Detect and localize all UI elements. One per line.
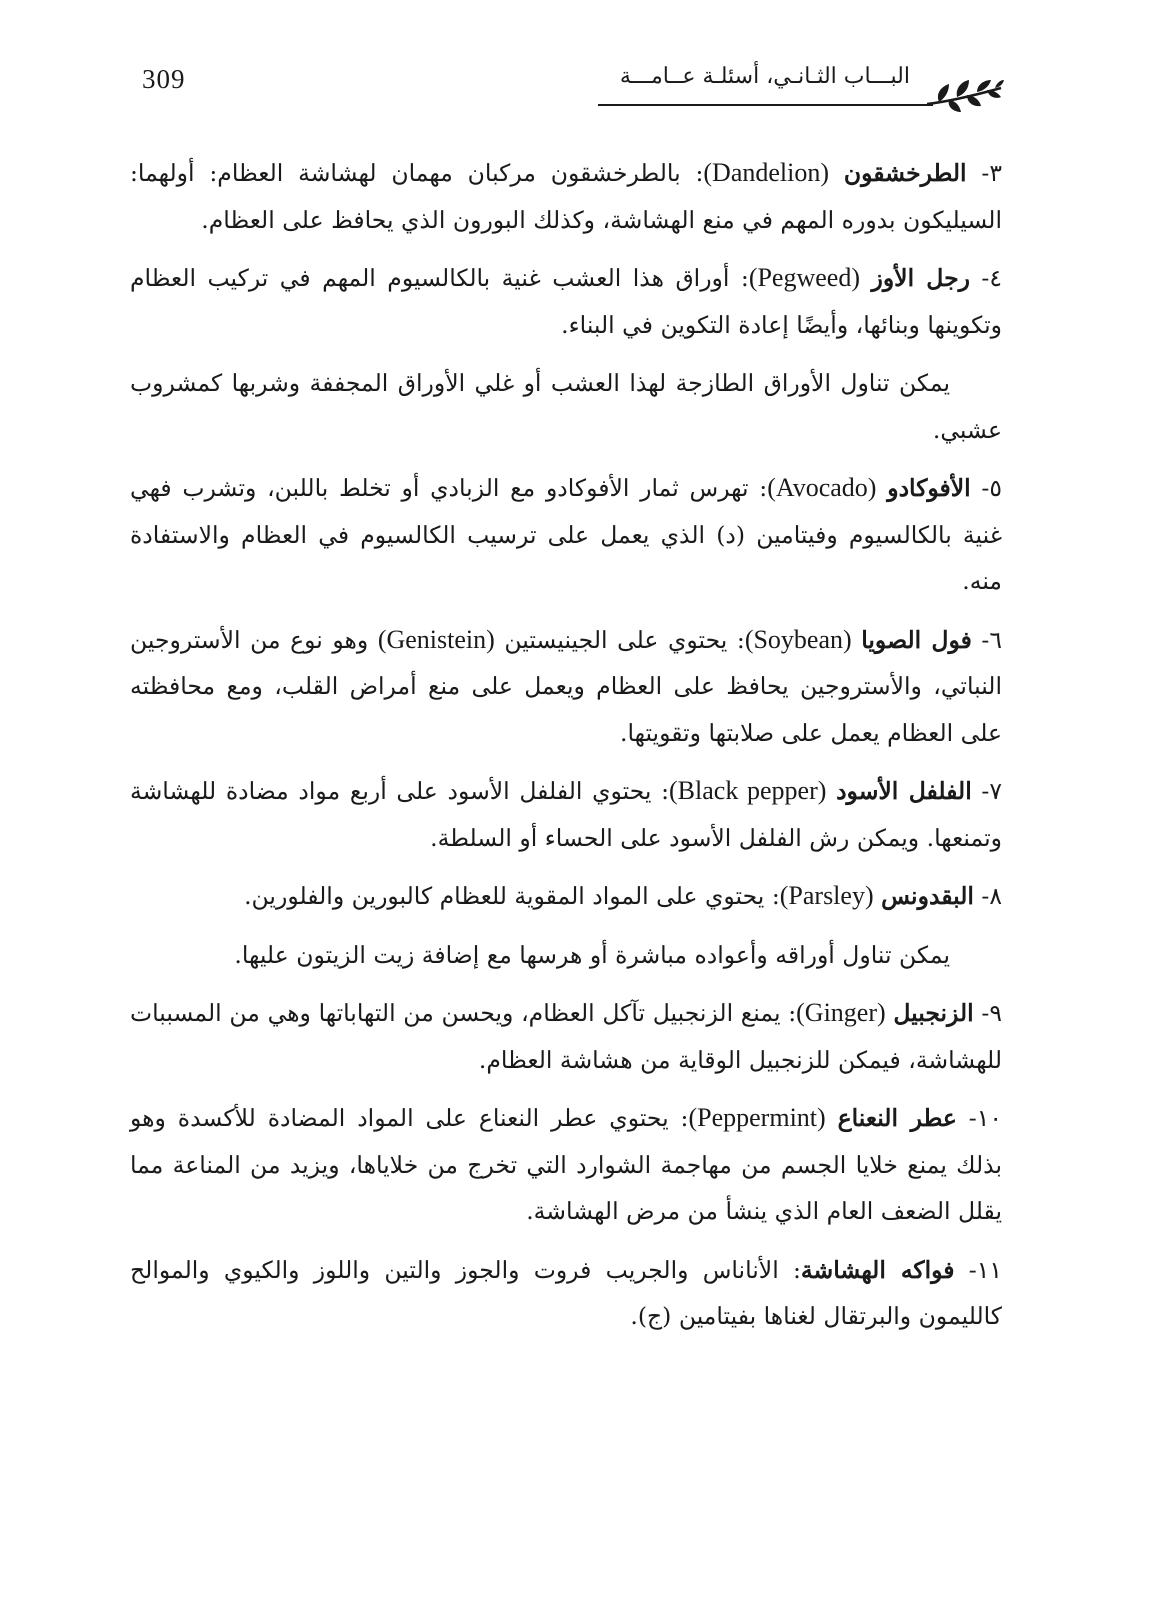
item-term: رجل الأوز: [871, 264, 970, 292]
item-term: الطرخشقون: [843, 159, 967, 187]
item-term: فواكه الهشاشة: [800, 1255, 955, 1284]
list-item: [130, 990, 1002, 1083]
page-number: 309: [142, 64, 186, 94]
item-text: : يحتوي الفلفل الأسود على أربع مواد مضادة للهشاشة وتمنعها. ويمكن رش الفلفل الأسود على الحساء أو السلطة.: [130, 777, 1002, 852]
list-item: [130, 1247, 1002, 1340]
item-term: الأفوكادو: [887, 474, 971, 502]
item-text: : يحتوي عطر النعناع على المواد المضادة للأكسدة وهو بذلك يمنع خلايا الجسم من مهاجمة الشوارد التي تخرج من خلاياها، ويزيد من المناعة مما يقلل الضعف العام الذي ينشأ من مرض الهشاشة.: [130, 1104, 1002, 1225]
item-text: : بالطرخشقون مركبان مهمان لهشاشة العظام: أولهما: السيليكون بدوره المهم في منع الهشاشة، وكذلك البورون الذي يحافظ على العظام.: [130, 159, 1002, 234]
item-text-continued: وهو نوع من الأستروجين النباتي، والأستروجين يحافظ على العظام ويعمل على منع أمراض القلب، ومع محافظته على العظام يعمل على صلابتها وتقويتها.: [130, 625, 1002, 747]
list-item: [130, 255, 1002, 348]
item-latin-name: (Avocado): [767, 473, 877, 502]
list-item: [130, 873, 1002, 920]
page-body: [130, 150, 1002, 1352]
header-rule: [598, 104, 933, 106]
item-text: : يمنع الزنجبيل تآكل العظام، ويحسن من التهاباتها وهي من المسببات للهشاشة، فيمكن للزنجبيل الوقاية من هشاشة العظام.: [130, 999, 1002, 1074]
item-number: ١١-: [954, 1255, 1002, 1284]
item-text: : الأناناس والجريب فروت والجوز والتين واللوز والكيوي والموالح كالليمون والبرتقال لغناها بفيتامين (ج).: [130, 1255, 1002, 1330]
list-item: [130, 1095, 1002, 1235]
list-item: [130, 150, 1002, 243]
item-number: ٦-: [971, 625, 1002, 654]
list-item: [130, 768, 1002, 861]
item-latin-name: (Peppermint): [688, 1103, 826, 1132]
item-number: ٧-: [971, 777, 1002, 805]
item-term: الفلفل الأسود: [836, 777, 972, 805]
item-term: البقدونس: [881, 882, 974, 910]
page-header: [130, 52, 1000, 132]
item-latin-name: (Black pepper): [669, 776, 827, 805]
item-number: ٥-: [970, 474, 1002, 502]
item-latin-name-secondary: (Genistein): [377, 624, 495, 654]
item-latin-name: (Soybean): [744, 624, 852, 654]
running-title: البـــاب الثـانـي، أسئلـة عــامـــة: [619, 64, 910, 89]
item-term: عطر النعناع: [837, 1104, 957, 1132]
item-number: ٨-: [973, 882, 1002, 910]
item-number: ٤-: [969, 264, 1002, 292]
note-paragraph: يمكن تناول الأوراق الطازجة لهذا العشب أو غلي الأوراق المجففة وشربها كمشروب عشبي.: [130, 369, 1002, 444]
item-term: فول الصويا: [861, 625, 972, 654]
item-latin-name: (Parsley): [779, 881, 874, 910]
note-paragraph: يمكن تناول أوراقه وأعواده مباشرة أو هرسها مع إضافة زيت الزيتون عليها.: [234, 940, 950, 969]
item-text: : أوراق هذا العشب غنية بالكالسيوم المهم في تركيب العظام وتكوينها وبنائها، وأيضًا إعادة التكوين في البناء.: [130, 264, 1002, 339]
item-latin-name: (Ginger): [796, 998, 886, 1027]
item-text: : تهرس ثمار الأفوكادو مع الزبادي أو تخلط باللبن، وتشرب فهي غنية بالكالسيوم وفيتامين (د) الذي يعمل على ترسيب الكالسيوم في العظام والاستفادة منه.: [130, 474, 1002, 595]
item-term: الزنجبيل: [893, 999, 974, 1027]
item-text: : يحتوي على الجينيستين: [504, 625, 745, 654]
leaf-ornament-icon: [925, 78, 1005, 114]
list-item: [130, 465, 1002, 605]
item-number: ٣-: [966, 159, 1002, 187]
item-text: : يحتوي على المواد المقوية للعظام كالبورين والفلورين.: [244, 882, 780, 910]
list-item: [130, 617, 1002, 757]
item-latin-name: (Dandelion): [703, 158, 830, 187]
item-latin-name: (Pegweed): [748, 263, 860, 292]
item-number: ١٠-: [956, 1104, 1002, 1132]
item-number: ٩-: [973, 999, 1002, 1027]
